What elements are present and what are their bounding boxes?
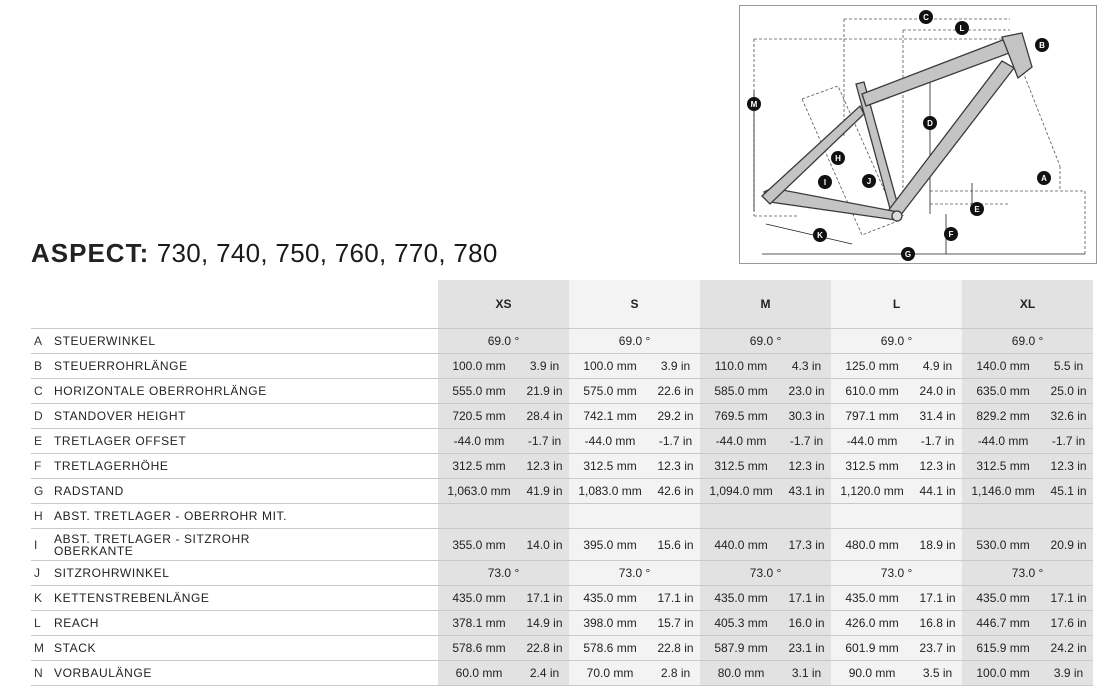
svg-text:G: G [904,250,912,259]
cell-mm: 720.5 mm [438,404,520,429]
cell-in: 22.6 in [651,379,700,404]
cell-mm: 578.6 mm [569,636,651,661]
table-row [31,504,1093,529]
cell-mm: 769.5 mm [700,404,782,429]
row-letter: N [31,661,54,686]
row-letter: H [31,504,54,529]
cell-in: -1.7 in [1044,429,1093,454]
cell-mm: 1,083.0 mm [569,479,651,504]
cell-mm: 578.6 mm [438,636,520,661]
cell-mm: 312.5 mm [569,454,651,479]
cell-mm: 587.9 mm [700,636,782,661]
cell-value: 69.0 ° [700,329,831,354]
cell-mm: 312.5 mm [962,454,1044,479]
cell-mm: -44.0 mm [438,429,520,454]
cell-in: -1.7 in [651,429,700,454]
cell-value: 69.0 ° [831,329,962,354]
cell-mm: 742.1 mm [569,404,651,429]
cell-in: 32.6 in [1044,404,1093,429]
row-label: STACK [54,641,97,655]
cell-in: 12.3 in [913,454,962,479]
cell-mm: 530.0 mm [962,529,1044,561]
svg-text:C: C [923,13,929,22]
cell-mm: 555.0 mm [438,379,520,404]
cell-in: 16.8 in [913,611,962,636]
cell-mm: 110.0 mm [700,354,782,379]
cell-in: 23.1 in [782,636,831,661]
cell-mm: 615.9 mm [962,636,1044,661]
model-numbers: 730, 740, 750, 760, 770, 780 [156,238,498,268]
cell-value: 69.0 ° [438,329,569,354]
cell-mm: 1,146.0 mm [962,479,1044,504]
cell-in: 15.6 in [651,529,700,561]
cell-mm: 435.0 mm [438,586,520,611]
table-row [31,379,1093,404]
cell-mm: 312.5 mm [700,454,782,479]
cell-in: 5.5 in [1044,354,1093,379]
table-row [31,561,1093,586]
cell-in: 45.1 in [1044,479,1093,504]
row-label: STANDOVER HEIGHT [54,409,187,423]
svg-text:I: I [823,178,827,187]
table-row [31,529,1093,561]
table-row [31,429,1093,454]
cell-value: 73.0 ° [700,561,831,586]
row-letter: M [31,636,54,661]
cell-value: 73.0 ° [438,561,569,586]
row-letter: E [31,429,54,454]
row-label: VORBAULÄNGE [54,666,152,680]
cell-mm: -44.0 mm [700,429,782,454]
svg-text:L: L [959,24,965,33]
cell-in: 17.1 in [1044,586,1093,611]
cell-in: -1.7 in [913,429,962,454]
cell-in: 16.0 in [782,611,831,636]
cell-mm: 90.0 mm [831,661,913,686]
cell-value: 73.0 ° [569,561,700,586]
cell-in: 22.8 in [651,636,700,661]
cell-mm: -44.0 mm [831,429,913,454]
cell-in: 31.4 in [913,404,962,429]
cell-mm: 435.0 mm [831,586,913,611]
cell-mm: 1,120.0 mm [831,479,913,504]
cell-mm: 829.2 mm [962,404,1044,429]
row-letter: F [31,454,54,479]
cell-mm: 1,094.0 mm [700,479,782,504]
row-label: ABST. TRETLAGER - SITZROHR OBERKANTE [54,531,251,558]
cell-in: 21.9 in [520,379,569,404]
row-label: TRETLAGERHÖHE [54,459,169,473]
cell-mm: 435.0 mm [700,586,782,611]
cell-in: 25.0 in [1044,379,1093,404]
cell-mm: 610.0 mm [831,379,913,404]
table-row [31,636,1093,661]
cell-in: 2.4 in [520,661,569,686]
cell-empty [569,504,700,529]
cell-in: 3.9 in [520,354,569,379]
cell-value: 69.0 ° [962,329,1093,354]
cell-in: 23.7 in [913,636,962,661]
cell-mm: 635.0 mm [962,379,1044,404]
cell-in: 42.6 in [651,479,700,504]
cell-mm: 60.0 mm [438,661,520,686]
cell-empty [438,504,569,529]
svg-text:E: E [974,205,980,214]
cell-mm: -44.0 mm [962,429,1044,454]
geometry-table [31,280,1093,686]
cell-mm: 70.0 mm [569,661,651,686]
cell-in: 17.1 in [782,586,831,611]
cell-in: 3.9 in [1044,661,1093,686]
cell-mm: 80.0 mm [700,661,782,686]
cell-in: 18.9 in [913,529,962,561]
cell-mm: 405.3 mm [700,611,782,636]
svg-text:J: J [866,177,872,186]
row-label: RADSTAND [54,484,124,498]
cell-in: 3.5 in [913,661,962,686]
cell-in: 12.3 in [651,454,700,479]
svg-text:K: K [817,231,823,240]
cell-mm: 797.1 mm [831,404,913,429]
cell-value: 73.0 ° [831,561,962,586]
frame-geometry-diagram [739,5,1097,264]
table-row [31,479,1093,504]
row-letter: K [31,586,54,611]
cell-in: 17.6 in [1044,611,1093,636]
svg-text:H: H [835,154,841,163]
cell-in: 15.7 in [651,611,700,636]
table-row [31,354,1093,379]
size-header-s: S [569,280,700,329]
cell-in: 29.2 in [651,404,700,429]
cell-mm: 100.0 mm [962,661,1044,686]
cell-mm: 575.0 mm [569,379,651,404]
svg-text:D: D [927,119,933,128]
cell-in: 3.1 in [782,661,831,686]
cell-mm: 125.0 mm [831,354,913,379]
svg-text:A: A [1041,174,1047,183]
cell-mm: 355.0 mm [438,529,520,561]
cell-in: 17.1 in [913,586,962,611]
cell-mm: 312.5 mm [831,454,913,479]
cell-mm: 426.0 mm [831,611,913,636]
cell-mm: 440.0 mm [700,529,782,561]
cell-empty [831,504,962,529]
row-label: STEUERWINKEL [54,334,156,348]
cell-mm: 398.0 mm [569,611,651,636]
row-letter: C [31,379,54,404]
row-letter: B [31,354,54,379]
row-letter: A [31,329,54,354]
cell-mm: 446.7 mm [962,611,1044,636]
cell-mm: 585.0 mm [700,379,782,404]
cell-in: 24.0 in [913,379,962,404]
cell-in: 30.3 in [782,404,831,429]
table-row [31,661,1093,686]
row-label: HORIZONTALE OBERROHRLÄNGE [54,384,267,398]
cell-mm: -44.0 mm [569,429,651,454]
row-letter: L [31,611,54,636]
size-header-l: L [831,280,962,329]
cell-value: 69.0 ° [569,329,700,354]
cell-in: 20.9 in [1044,529,1093,561]
svg-text:F: F [948,230,954,239]
row-letter: J [31,561,54,586]
cell-mm: 435.0 mm [569,586,651,611]
table-row [31,586,1093,611]
model-name: ASPECT: [31,238,150,268]
size-header-row [31,280,1093,329]
cell-mm: 480.0 mm [831,529,913,561]
cell-mm: 395.0 mm [569,529,651,561]
cell-in: 4.3 in [782,354,831,379]
cell-value: 73.0 ° [962,561,1093,586]
table-row [31,611,1093,636]
cell-mm: 435.0 mm [962,586,1044,611]
row-label: REACH [54,616,100,630]
row-label: SITZROHRWINKEL [54,566,170,580]
cell-in: 23.0 in [782,379,831,404]
row-letter: G [31,479,54,504]
svg-text:B: B [1039,41,1045,50]
size-header-m: M [700,280,831,329]
size-header-xl: XL [962,280,1093,329]
cell-mm: 1,063.0 mm [438,479,520,504]
cell-in: 44.1 in [913,479,962,504]
cell-in: 17.1 in [520,586,569,611]
cell-mm: 140.0 mm [962,354,1044,379]
cell-mm: 100.0 mm [569,354,651,379]
row-letter: I [31,529,54,561]
table-row [31,454,1093,479]
row-label: ABST. TRETLAGER - OBERROHR MIT. [54,509,288,523]
cell-in: 41.9 in [520,479,569,504]
cell-in: 14.0 in [520,529,569,561]
frame-drawing [740,6,1096,263]
cell-mm: 100.0 mm [438,354,520,379]
cell-in: 12.3 in [782,454,831,479]
cell-empty [962,504,1093,529]
cell-in: 4.9 in [913,354,962,379]
cell-mm: 378.1 mm [438,611,520,636]
row-label: STEUERROHRLÄNGE [54,359,188,373]
cell-in: -1.7 in [782,429,831,454]
row-letter: D [31,404,54,429]
cell-in: 17.1 in [651,586,700,611]
cell-in: 3.9 in [651,354,700,379]
table-row [31,329,1093,354]
cell-in: 17.3 in [782,529,831,561]
cell-mm: 601.9 mm [831,636,913,661]
cell-in: 24.2 in [1044,636,1093,661]
size-header-xs: XS [438,280,569,329]
cell-in: -1.7 in [520,429,569,454]
table-row [31,404,1093,429]
cell-empty [700,504,831,529]
cell-mm: 312.5 mm [438,454,520,479]
svg-text:M: M [750,100,758,109]
cell-in: 43.1 in [782,479,831,504]
cell-in: 12.3 in [1044,454,1093,479]
cell-in: 28.4 in [520,404,569,429]
cell-in: 12.3 in [520,454,569,479]
cell-in: 2.8 in [651,661,700,686]
row-label: KETTENSTREBENLÄNGE [54,591,210,605]
page-title [31,238,498,269]
cell-in: 22.8 in [520,636,569,661]
row-label: TRETLAGER OFFSET [54,434,187,448]
cell-in: 14.9 in [520,611,569,636]
